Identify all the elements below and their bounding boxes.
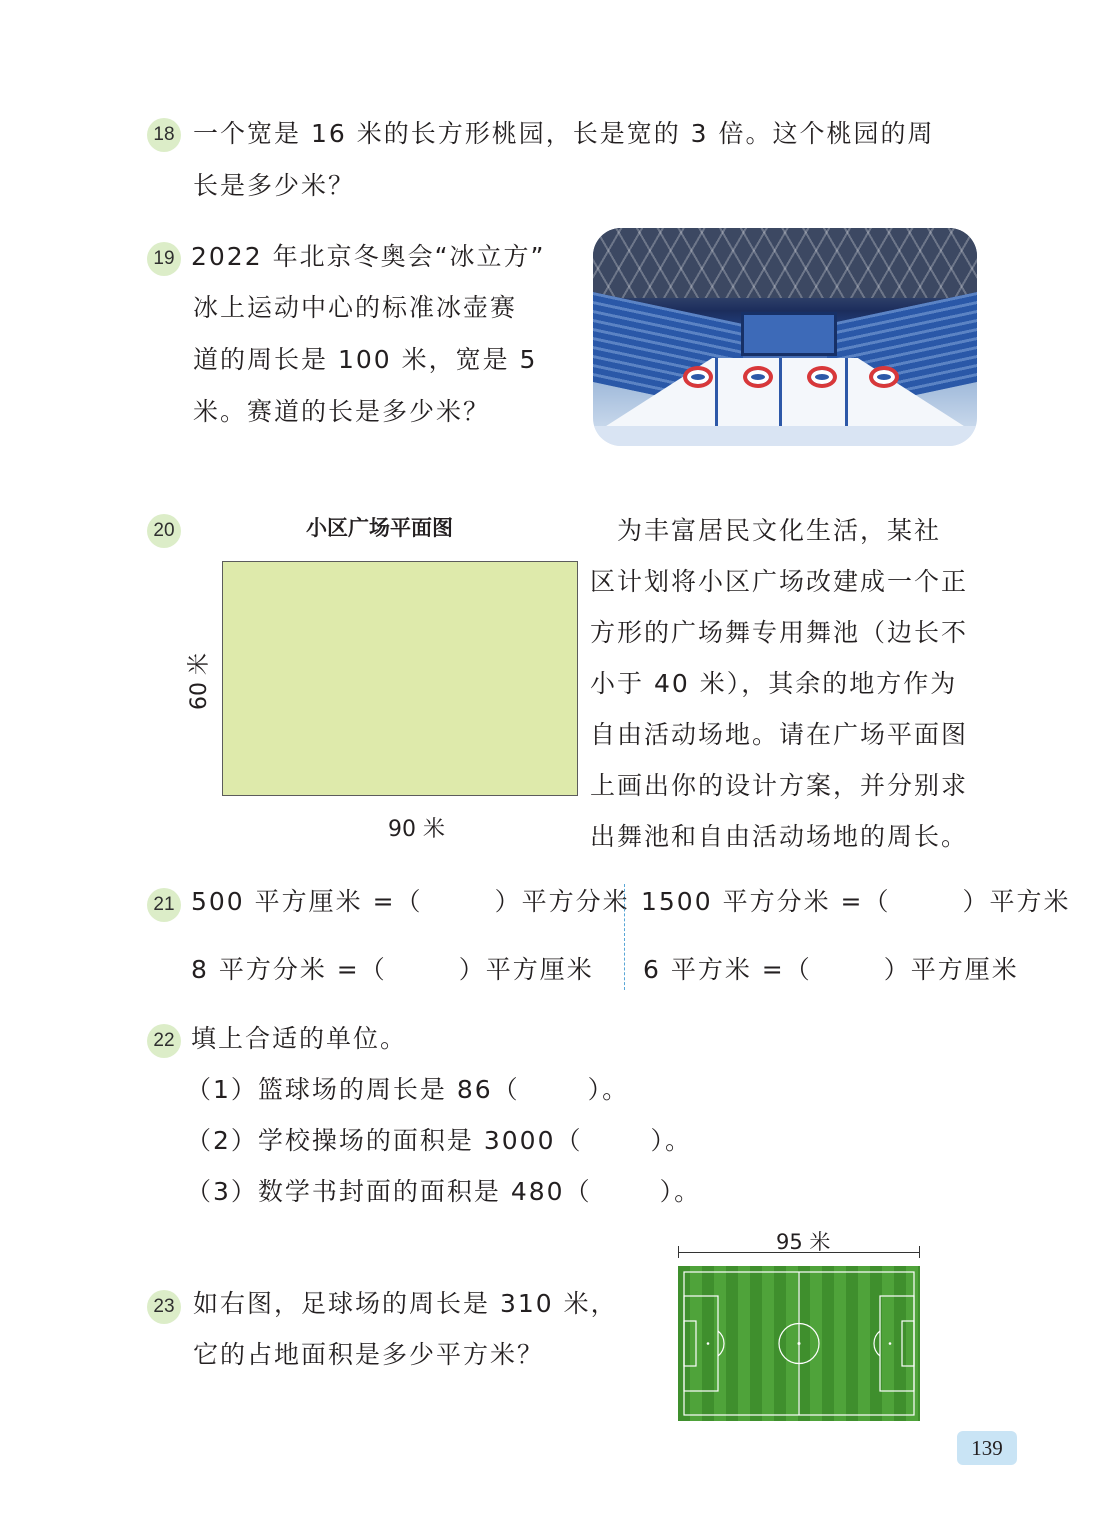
question-number-21: 21 xyxy=(147,888,181,922)
page-number: 139 xyxy=(957,1431,1017,1465)
question-number-23: 23 xyxy=(147,1290,181,1324)
q20-line-6: 上画出你的设计方案，并分别求 xyxy=(590,771,969,800)
q22-item-1-right: ）。 xyxy=(587,1075,630,1104)
plaza-plan-rectangle xyxy=(222,561,578,796)
q22-item-1 xyxy=(186,1064,629,1116)
q22-item-3-left: （3）数学书封面的面积是 480（ xyxy=(186,1177,592,1206)
q22-item-2-right: ）。 xyxy=(650,1126,692,1155)
question-number-19: 19 xyxy=(147,242,181,276)
q20-line-1: 为丰富居民文化生活，某社 xyxy=(590,516,942,545)
column-divider xyxy=(624,884,625,990)
q18-line-2: 长是多少米？ xyxy=(193,171,356,200)
q20-line-4: 小于 40 米），其余的地方作为 xyxy=(590,669,958,698)
plan-title: 小区广场平面图 xyxy=(306,517,453,540)
dimension-tick-left xyxy=(678,1246,679,1258)
soccer-field-image xyxy=(678,1266,920,1421)
q22-item-2 xyxy=(186,1115,692,1167)
q20-line-3: 方形的广场舞专用舞池（边长不 xyxy=(590,618,969,647)
dimension-line xyxy=(678,1252,920,1253)
q21-item-4-left: 6 平方米 =（ xyxy=(643,955,812,984)
q23-line-2: 它的占地面积是多少平方米？ xyxy=(193,1340,545,1369)
q21-item-3-right: ）平方厘米 xyxy=(458,955,594,984)
q21-item-2-left: 1500 平方分米 =（ xyxy=(641,887,891,916)
q21-item-3-left: 8 平方分米 =（ xyxy=(191,955,387,984)
q21-item-1 xyxy=(191,876,630,928)
q19-line-4: 米。赛道的长是多少米？ xyxy=(193,397,491,426)
q20-line-5: 自由活动场地。请在广场平面图 xyxy=(590,720,969,749)
question-number-22: 22 xyxy=(147,1024,181,1058)
q21-item-3 xyxy=(191,944,594,996)
plan-width-label: 90 米 xyxy=(388,817,445,842)
q18-line-1: 一个宽是 16 米的长方形桃园，长是宽的 3 倍。这个桃园的周 xyxy=(193,119,935,148)
q20-line-2: 区计划将小区广场改建成一个正 xyxy=(590,567,969,596)
q21-item-1-right: ）平方分米 xyxy=(494,887,630,916)
q22-item-3 xyxy=(186,1166,701,1218)
ice-cube-curling-photo xyxy=(593,228,977,446)
question-number-18: 18 xyxy=(147,118,181,152)
q21-item-4 xyxy=(643,944,1019,996)
field-width-label: 95 米 xyxy=(776,1230,831,1254)
q20-line-7: 出舞池和自由活动场地的周长。 xyxy=(590,822,969,851)
q21-item-2 xyxy=(641,876,1070,928)
question-number-20: 20 xyxy=(147,514,181,548)
q22-title: 填上合适的单位。 xyxy=(191,1024,408,1053)
q21-item-2-right: ）平方米 xyxy=(962,887,1071,916)
q19-line-2: 冰上运动中心的标准冰壶赛 xyxy=(193,293,518,322)
q22-item-2-left: （2）学校操场的面积是 3000（ xyxy=(186,1126,583,1155)
plan-height-label: 60 米 xyxy=(187,653,212,710)
q22-item-1-left: （1）篮球场的周长是 86（ xyxy=(186,1075,520,1104)
q19-line-1: 2022 年北京冬奥会“冰立方” xyxy=(191,242,546,271)
q23-line-1: 如右图，足球场的周长是 310 米， xyxy=(193,1289,618,1318)
q21-item-1-left: 500 平方厘米 =（ xyxy=(191,887,423,916)
dimension-tick-right xyxy=(919,1246,920,1258)
q19-line-3: 道的周长是 100 米，宽是 5 xyxy=(193,345,538,374)
q22-item-3-right: ）。 xyxy=(659,1177,702,1206)
q21-item-4-right: ）平方厘米 xyxy=(883,955,1019,984)
